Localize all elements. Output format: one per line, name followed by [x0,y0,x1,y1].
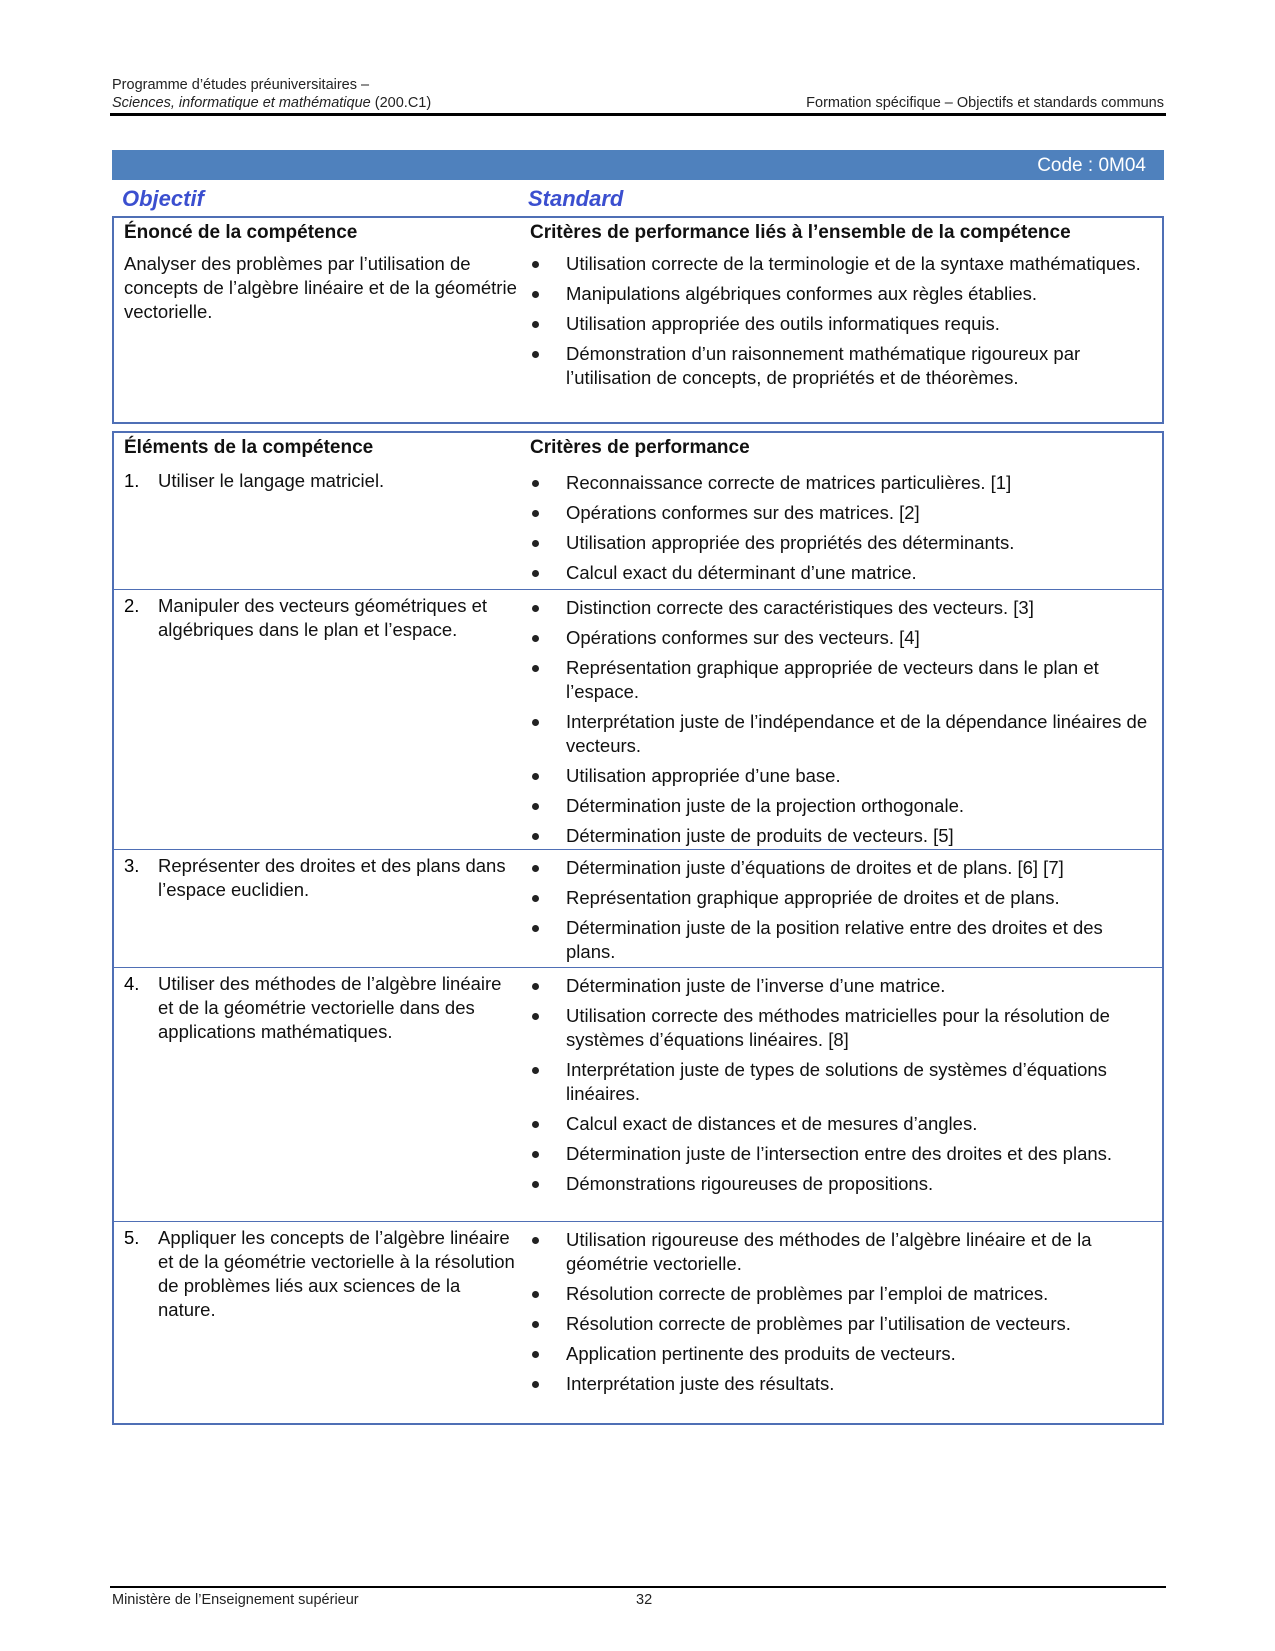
list-item: Interprétation juste de l’indépendance et de la dépendance linéaires de vecteurs. [530,710,1152,758]
element-text: Représenter des droites et des plans dans l’espace euclidien. [158,855,506,900]
page-number: 32 [636,1592,653,1608]
header-rule [110,113,1166,116]
code-bar [112,150,1164,180]
list-item: Reconnaissance correcte de matrices particulières. [1] [530,471,1152,495]
list-item: Détermination juste de la projection orthogonale. [530,794,1152,818]
element-criteria-list [530,471,1152,591]
list-item: Opérations conformes sur des matrices. [2] [530,501,1152,525]
element-number: 4. [124,973,140,994]
list-item: Représentation graphique appropriée de droites et de plans. [530,886,1152,910]
course-code: Code : 0M04 [1037,155,1146,176]
list-item: Utilisation correcte de la terminologie et de la syntaxe mathématiques. [530,252,1152,276]
list-item: Résolution correcte de problèmes par l’emploi de matrices. [530,1282,1152,1306]
list-item: Démonstrations rigoureuses de propositions. [530,1172,1152,1196]
elements-criteria-heading: Critères de performance [530,437,750,458]
element-number: 1. [124,470,140,491]
competence-box [112,216,1164,424]
list-item: Utilisation appropriée d’une base. [530,764,1152,788]
footer-ministry: Ministère de l’Enseignement supérieur [112,1592,359,1608]
list-item: Résolution correcte de problèmes par l’utilisation de vecteurs. [530,1312,1152,1336]
list-item: Détermination juste de la position relative entre des droites et des plans. [530,916,1152,964]
list-item: Calcul exact de distances et de mesures d’angles. [530,1112,1152,1136]
elements-heading: Éléments de la compétence [124,437,374,458]
standard-title: Standard [528,186,624,211]
competence-statement: Analyser des problèmes par l’utilisation de concepts de l’algèbre linéaire et de la géométrie vectorielle. [124,253,517,322]
list-item: Représentation graphique appropriée de vecteurs dans le plan et l’espace. [530,656,1152,704]
element-text: Appliquer les concepts de l’algèbre linéaire et de la géométrie vectorielle à la résolution de problèmes liés aux sciences de la nature. [158,1227,515,1320]
page-header [112,76,1164,112]
element-number: 3. [124,855,140,876]
element-row-2 [114,589,1162,849]
list-item: Utilisation rigoureuse des méthodes de l’algèbre linéaire et de la géométrie vectorielle. [530,1228,1152,1276]
list-item: Détermination juste de produits de vecteurs. [5] [530,824,1152,848]
element-row-5 [114,1221,1162,1423]
header-program-name: Sciences, informatique et mathématique (200.C1) [112,95,432,111]
list-item: Opérations conformes sur des vecteurs. [4] [530,626,1152,650]
list-item: Interprétation juste de types de solutions de systèmes d’équations linéaires. [530,1058,1152,1106]
objectif-title: Objectif [122,186,204,211]
list-item: Détermination juste d’équations de droites et de plans. [6] [7] [530,856,1152,880]
element-criteria-list [530,974,1152,1202]
competence-statement-heading: Énoncé de la compétence [124,222,358,243]
list-item: Utilisation appropriée des propriétés des déterminants. [530,531,1152,555]
list-item: Utilisation appropriée des outils informatiques requis. [530,312,1152,336]
list-item: Utilisation correcte des méthodes matricielles pour la résolution de systèmes d’équations linéaires. [8] [530,1004,1152,1052]
competence-criteria-list [530,252,1152,396]
list-item: Démonstration d’un raisonnement mathématique rigoureux par l’utilisation de concepts, de propriétés et de théorèmes. [530,342,1152,390]
element-row-1 [114,465,1162,589]
list-item: Calcul exact du déterminant d’une matrice. [530,561,1152,585]
competence-criteria-heading: Critères de performance liés à l’ensemble de la compétence [530,222,1071,243]
element-criteria-list [530,596,1152,854]
list-item: Manipulations algébriques conformes aux règles établies. [530,282,1152,306]
list-item: Distinction correcte des caractéristiques des vecteurs. [3] [530,596,1152,620]
footer-rule [110,1586,1166,1588]
section-titles [112,184,1164,212]
element-row-4 [114,967,1162,1221]
element-number: 2. [124,595,140,616]
element-criteria-list [530,1228,1152,1402]
element-text: Manipuler des vecteurs géométriques et algébriques dans le plan et l’espace. [158,595,488,640]
header-program-line: Programme d’études préuniversitaires – [112,77,370,93]
list-item: Détermination juste de l’intersection entre des droites et des plans. [530,1142,1152,1166]
element-text: Utiliser des méthodes de l’algèbre linéaire et de la géométrie vectorielle dans des applications mathématiques. [158,973,502,1042]
list-item: Détermination juste de l’inverse d’une matrice. [530,974,1152,998]
header-section: Formation spécifique – Objectifs et standards communs [806,95,1164,111]
list-item: Application pertinente des produits de vecteurs. [530,1342,1152,1366]
elements-box [112,431,1164,1425]
element-text: Utiliser le langage matriciel. [158,470,385,491]
element-row-3 [114,849,1162,967]
list-item: Interprétation juste des résultats. [530,1372,1152,1396]
element-criteria-list [530,856,1152,970]
element-number: 5. [124,1227,140,1248]
